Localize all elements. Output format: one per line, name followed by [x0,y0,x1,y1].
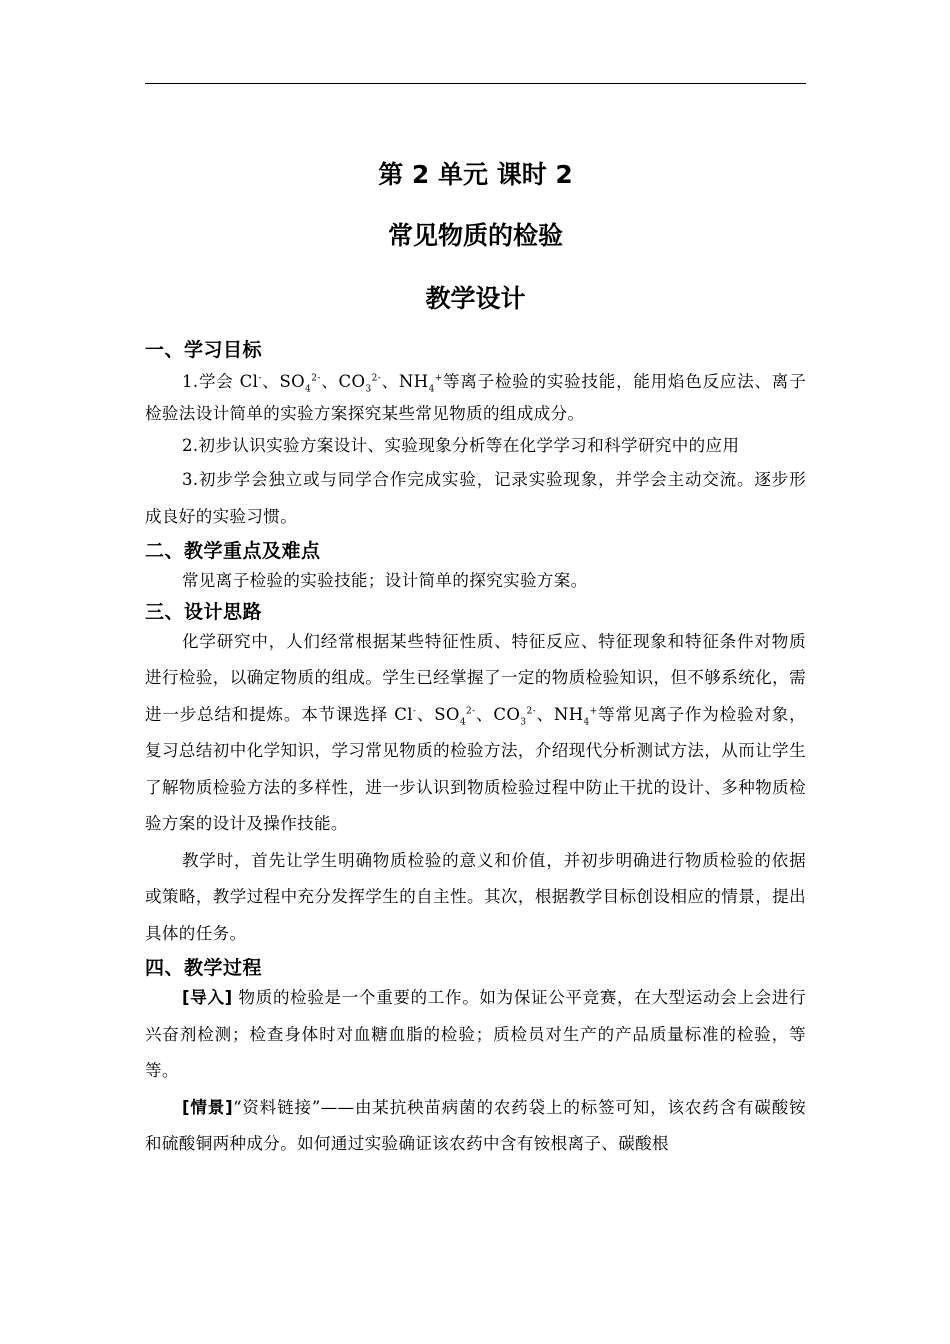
process-scenario [145,1090,806,1163]
superscript: + [434,373,443,384]
text-run: 化学研究中，人们经常根据某些特征性质、特征反应、特征现象和特征条件对物质进行检验，以确定物质的组成。学生已经掌握了一定的物质检验知识，但不够系统化，需进一步总结和提炼。本节课选择 Cl [145,631,806,724]
scenario-tag: [情景] [182,1097,234,1117]
header-rule [145,83,806,84]
text-run: 1.学会 Cl [182,372,259,391]
subscript: 4 [428,384,435,395]
text-run: 等离子检验的实验技能，能用焰色反应法、离子检验法设计简单的实验方案探究某些常见物质的组成成分。 [145,372,807,423]
text-run: “资料链接”——由某抗秧苗病菌的农药袋上的标签可知，该农药含有碳酸铵和硫酸铜两种成分。如何通过实验确证该农药中含有铵根离子、碳酸根 [145,1097,806,1153]
section-heading-design: 三、设计思路 [145,600,263,623]
title-type: 教学设计 [425,284,526,313]
document-body [145,150,806,1163]
text-run: 、SO [416,704,460,724]
subscript: 3 [520,716,527,727]
superscript: 2- [311,373,321,384]
title-unit: 第 2 单元 课时 2 [378,160,573,189]
objective-1 [145,366,806,430]
text-run: 、CO [475,704,521,724]
text-run: 等常见离子作为检验对象，复习总结初中化学知识，学习常见物质的检验方法，介绍现代分析测试方法，从而让学生了解物质检验方法的多样性，进一步认识到物质检验过程中防止干扰的设计、多种物质检验方案的设计及操作技能。 [145,704,806,833]
section-heading-objectives: 一、学习目标 [145,339,263,361]
title-topic: 常见物质的检验 [387,221,563,250]
text-run: 、CO [320,372,366,391]
superscript: 2- [526,706,537,716]
superscript: 2- [465,706,476,716]
text-run: 、NH [381,372,429,391]
design-paragraph-2: 教学时，首先让学生明确物质检验的意义和价值，并初步明确进行物质检验的依据或策略，教学过程中充分发挥学生的自主性。其次，根据教学目标创设相应的情景，提出具体的任务。 [145,850,806,943]
subscript: 4 [305,384,312,395]
text-run: 、NH [536,704,584,724]
superscript: 2- [371,373,382,384]
section-heading-process: 四、教学过程 [145,957,263,979]
subscript: 4 [583,716,590,727]
design-paragraph-1 [145,624,806,843]
superscript: - [258,373,262,384]
superscript: + [589,706,598,716]
superscript: - [412,706,417,716]
objective-2: 2.初步认识实验方案设计、实验现象分析等在化学学习和科学研究中的应用 [182,436,740,455]
text-run: 、SO [261,372,306,391]
section-heading-key-points: 二、教学重点及难点 [145,540,321,562]
process-intro [145,980,806,1090]
subscript: 3 [365,384,372,395]
text-run: 物质的检验是一个重要的工作。如为保证公平竞赛，在大型运动会上会进行兴奋剂检测；检查身体时对血糖血脂的检验；质检员对生产的产品质量标准的检验，等等。 [145,988,806,1080]
intro-tag: [导入] [182,988,233,1007]
subscript: 4 [459,716,466,727]
objective-3: 3.初步学会独立或与同学合作完成实验，记录实验现象，并学会主动交流。逐步形成良好的实验习惯。 [145,470,806,526]
key-points-text: 常见离子检验的实验技能；设计简单的探究实验方案。 [182,571,588,590]
